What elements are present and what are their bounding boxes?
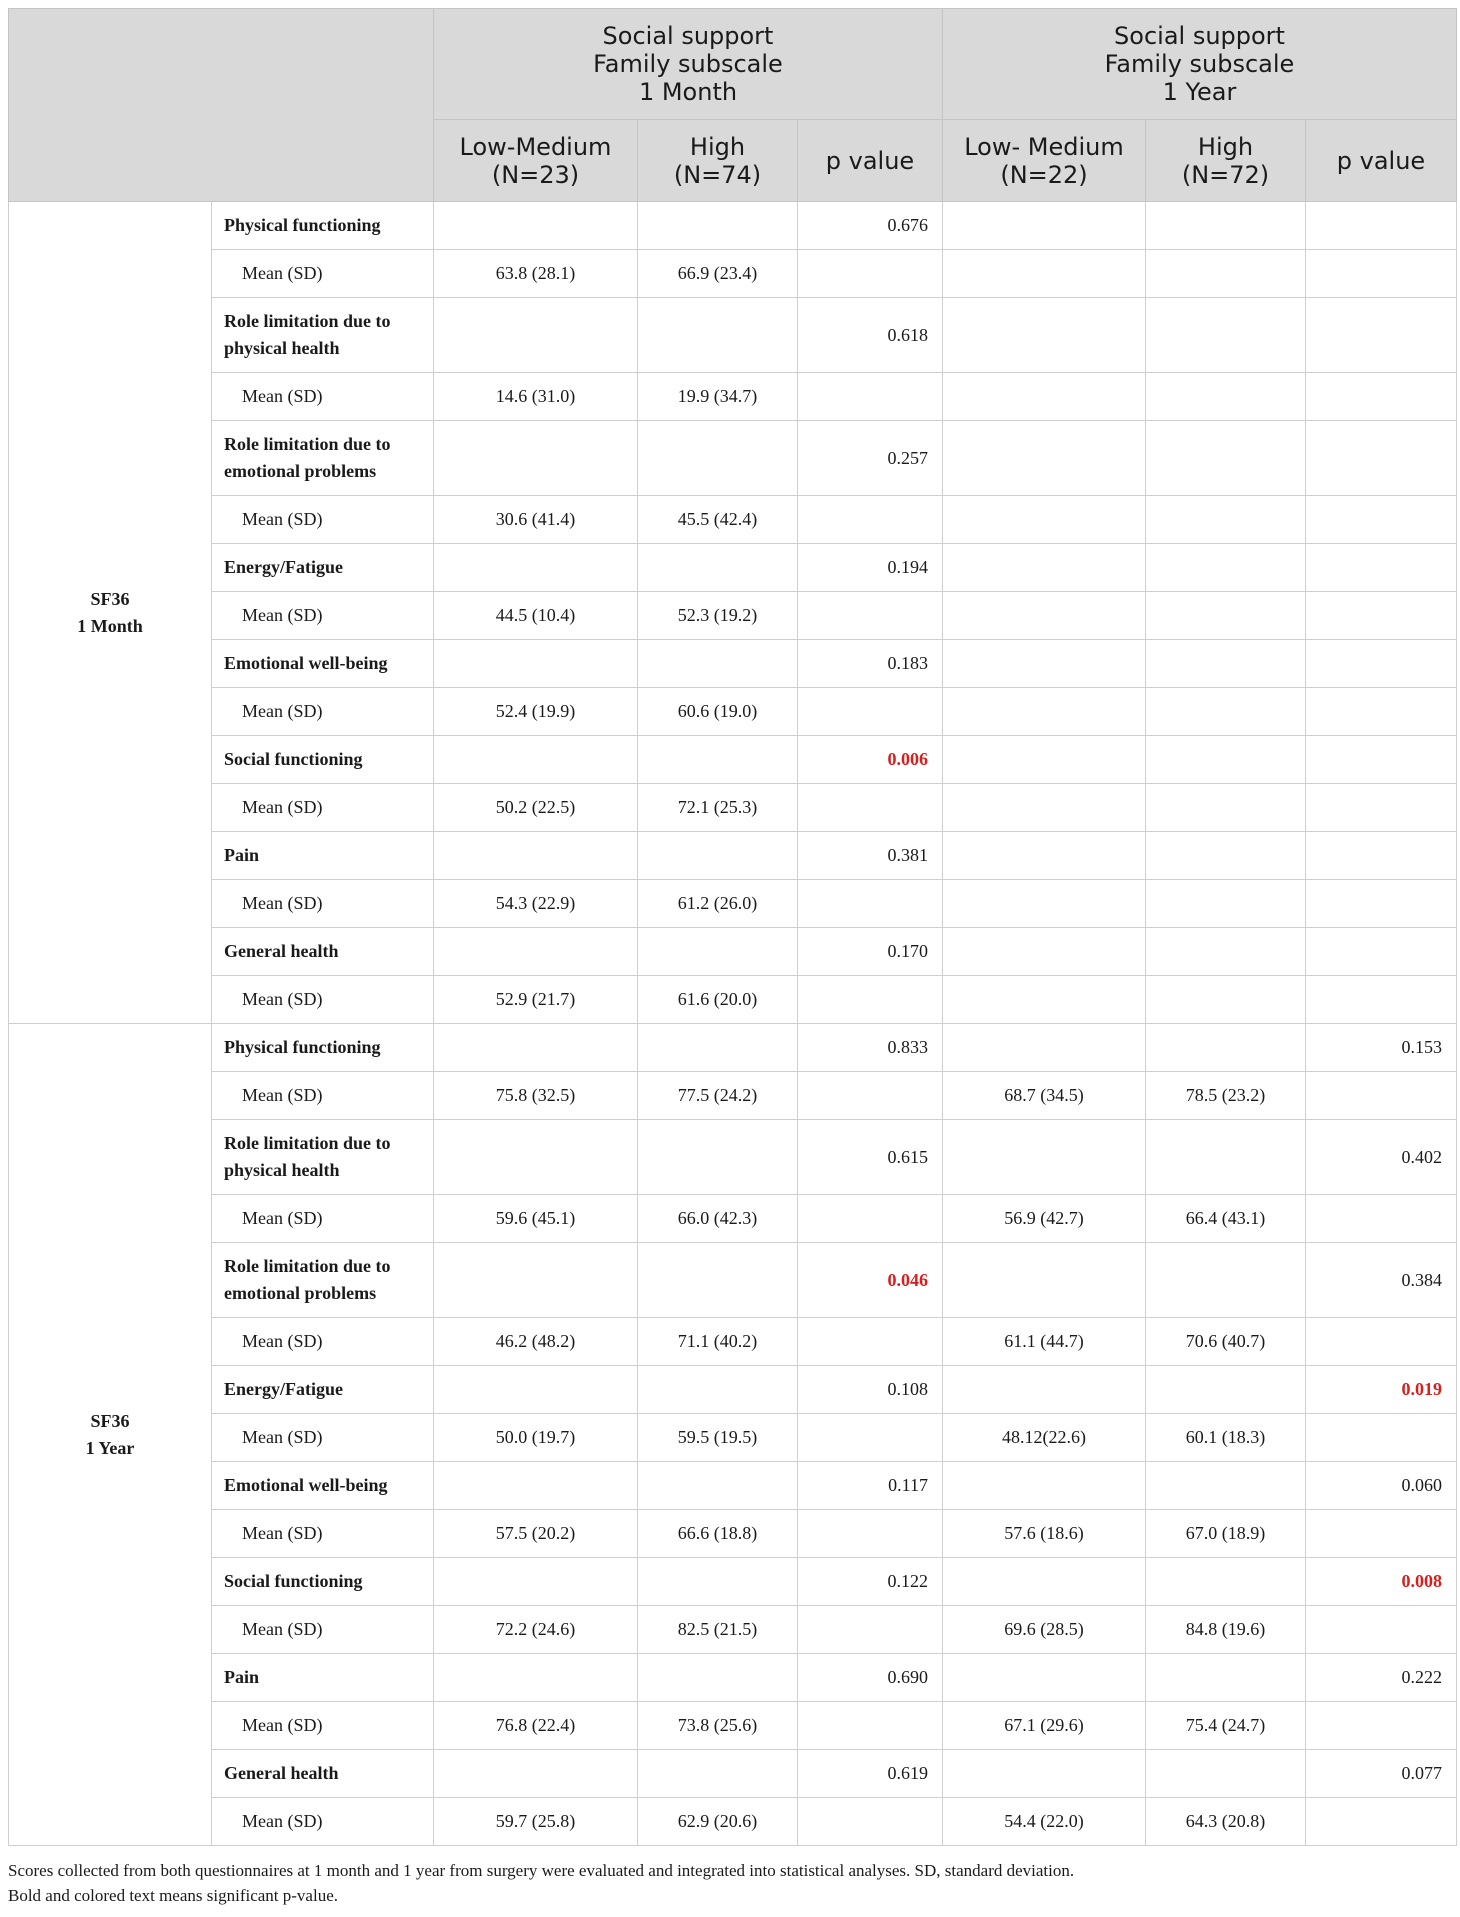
low-medium-1m-cell: 52.9 (21.7) bbox=[434, 976, 638, 1024]
low-medium-1y-cell bbox=[943, 1750, 1146, 1798]
p-value-1m-cell bbox=[798, 592, 943, 640]
header-high-1y: High (N=72) bbox=[1146, 120, 1306, 202]
p-value-1y-cell bbox=[1306, 202, 1457, 250]
table-row-domain bbox=[9, 1750, 1457, 1798]
high-1m-cell bbox=[638, 421, 798, 496]
p-value-1m-cell: 0.690 bbox=[798, 1654, 943, 1702]
mean-sd-label: Mean (SD) bbox=[212, 373, 434, 421]
p-value-1m-cell: 0.676 bbox=[798, 202, 943, 250]
p-value-1y-cell bbox=[1306, 1702, 1457, 1750]
low-medium-1m-cell: 63.8 (28.1) bbox=[434, 250, 638, 298]
domain-label: Social functioning bbox=[212, 736, 434, 784]
p-value-1m-cell bbox=[798, 784, 943, 832]
table-row-domain bbox=[9, 1558, 1457, 1606]
low-medium-1y-cell bbox=[943, 688, 1146, 736]
high-1y-cell bbox=[1146, 496, 1306, 544]
footnote: Scores collected from both questionnaires at 1 month and 1 year from surgery were evaluated and integrated into statistical analyses. SD, standard deviation. bbox=[8, 1861, 1075, 1880]
high-1y-cell: 60.1 (18.3) bbox=[1146, 1414, 1306, 1462]
group-label-cell bbox=[9, 202, 212, 1024]
mean-sd-label: Mean (SD) bbox=[212, 688, 434, 736]
high-1y-cell: 84.8 (19.6) bbox=[1146, 1606, 1306, 1654]
table-row-mean bbox=[9, 1798, 1457, 1846]
domain-label: Physical functioning bbox=[212, 1024, 434, 1072]
high-1m-cell bbox=[638, 1462, 798, 1510]
low-medium-1m-cell bbox=[434, 1750, 638, 1798]
mean-sd-label: Mean (SD) bbox=[212, 1195, 434, 1243]
low-medium-1m-cell bbox=[434, 1558, 638, 1606]
domain-label: Emotional well-being bbox=[212, 640, 434, 688]
high-1m-cell bbox=[638, 1654, 798, 1702]
p-value-1y-cell: 0.222 bbox=[1306, 1654, 1457, 1702]
p-value-1m-cell: 0.122 bbox=[798, 1558, 943, 1606]
p-value-1m-cell: 0.046 bbox=[798, 1243, 943, 1318]
domain-label: Role limitation due to emotional problems bbox=[212, 421, 434, 496]
p-value-1y-cell bbox=[1306, 784, 1457, 832]
p-value-1y-cell bbox=[1306, 1606, 1457, 1654]
low-medium-1y-cell bbox=[943, 640, 1146, 688]
p-value-1m-cell bbox=[798, 373, 943, 421]
table-row-mean bbox=[9, 784, 1457, 832]
table-row-mean bbox=[9, 373, 1457, 421]
high-1y-cell bbox=[1146, 202, 1306, 250]
high-1y-cell bbox=[1146, 544, 1306, 592]
high-1y-cell bbox=[1146, 1558, 1306, 1606]
p-value-1y-cell bbox=[1306, 496, 1457, 544]
p-value-1y-cell bbox=[1306, 373, 1457, 421]
high-1m-cell bbox=[638, 1024, 798, 1072]
domain-label: Role limitation due to emotional problems bbox=[212, 1243, 434, 1318]
low-medium-1y-cell: 48.12(22.6) bbox=[943, 1414, 1146, 1462]
low-medium-1y-cell bbox=[943, 421, 1146, 496]
table-row-domain bbox=[9, 421, 1457, 496]
high-1m-cell bbox=[638, 202, 798, 250]
p-value-1y-cell bbox=[1306, 832, 1457, 880]
low-medium-1m-cell: 14.6 (31.0) bbox=[434, 373, 638, 421]
p-value-1m-cell: 0.618 bbox=[798, 298, 943, 373]
high-1m-cell: 73.8 (25.6) bbox=[638, 1702, 798, 1750]
p-value-1y-cell: 0.153 bbox=[1306, 1024, 1457, 1072]
low-medium-1m-cell bbox=[434, 1654, 638, 1702]
p-value-1m-cell: 0.108 bbox=[798, 1366, 943, 1414]
p-value-1m-cell bbox=[798, 976, 943, 1024]
high-1y-cell: 64.3 (20.8) bbox=[1146, 1798, 1306, 1846]
header-low-medium-1y: Low- Medium (N=22) bbox=[943, 120, 1146, 202]
p-value-1y-cell: 0.008 bbox=[1306, 1558, 1457, 1606]
low-medium-1y-cell bbox=[943, 250, 1146, 298]
high-1y-cell: 78.5 (23.2) bbox=[1146, 1072, 1306, 1120]
p-value-1m-cell: 0.194 bbox=[798, 544, 943, 592]
p-value-1m-cell bbox=[798, 1414, 943, 1462]
table-row-domain bbox=[9, 640, 1457, 688]
high-1m-cell bbox=[638, 736, 798, 784]
low-medium-1m-cell: 75.8 (32.5) bbox=[434, 1072, 638, 1120]
low-medium-1m-cell: 59.7 (25.8) bbox=[434, 1798, 638, 1846]
low-medium-1m-cell: 59.6 (45.1) bbox=[434, 1195, 638, 1243]
low-medium-1m-cell: 57.5 (20.2) bbox=[434, 1510, 638, 1558]
high-1m-cell: 60.6 (19.0) bbox=[638, 688, 798, 736]
high-1m-cell: 72.1 (25.3) bbox=[638, 784, 798, 832]
high-1m-cell: 59.5 (19.5) bbox=[638, 1414, 798, 1462]
p-value-1m-cell: 0.619 bbox=[798, 1750, 943, 1798]
high-1m-cell: 71.1 (40.2) bbox=[638, 1318, 798, 1366]
header-group-line: Social support bbox=[602, 22, 774, 50]
low-medium-1m-cell: 72.2 (24.6) bbox=[434, 1606, 638, 1654]
low-medium-1y-cell bbox=[943, 880, 1146, 928]
p-value-1y-cell bbox=[1306, 592, 1457, 640]
high-1m-cell: 19.9 (34.7) bbox=[638, 373, 798, 421]
low-medium-1y-cell: 57.6 (18.6) bbox=[943, 1510, 1146, 1558]
p-value-1y-cell bbox=[1306, 736, 1457, 784]
group-label-line: 1 Year bbox=[85, 1437, 135, 1458]
p-value-1m-cell: 0.006 bbox=[798, 736, 943, 784]
low-medium-1y-cell: 67.1 (29.6) bbox=[943, 1702, 1146, 1750]
p-value-1y-cell bbox=[1306, 640, 1457, 688]
low-medium-1m-cell: 46.2 (48.2) bbox=[434, 1318, 638, 1366]
high-1y-cell bbox=[1146, 1243, 1306, 1318]
low-medium-1m-cell bbox=[434, 544, 638, 592]
header-group-1-month bbox=[434, 9, 943, 120]
high-1y-cell bbox=[1146, 1462, 1306, 1510]
p-value-1y-cell: 0.384 bbox=[1306, 1243, 1457, 1318]
low-medium-1y-cell bbox=[943, 1558, 1146, 1606]
header-p-value-1y: p value bbox=[1306, 120, 1457, 202]
high-1m-cell bbox=[638, 1558, 798, 1606]
group-label-line: SF36 bbox=[90, 1410, 130, 1431]
low-medium-1m-cell bbox=[434, 736, 638, 784]
domain-label: Energy/Fatigue bbox=[212, 1366, 434, 1414]
table-row-mean bbox=[9, 250, 1457, 298]
table-footnotes bbox=[8, 1858, 1456, 1908]
high-1y-cell bbox=[1146, 880, 1306, 928]
mean-sd-label: Mean (SD) bbox=[212, 1414, 434, 1462]
high-1m-cell: 66.0 (42.3) bbox=[638, 1195, 798, 1243]
header-group-line: Family subscale bbox=[593, 50, 783, 78]
domain-label: Emotional well-being bbox=[212, 1462, 434, 1510]
low-medium-1m-cell bbox=[434, 1366, 638, 1414]
table-row-domain bbox=[9, 202, 1457, 250]
high-1y-cell bbox=[1146, 373, 1306, 421]
p-value-1y-cell bbox=[1306, 1072, 1457, 1120]
group-label-line: 1 Month bbox=[77, 615, 143, 636]
high-1m-cell: 61.6 (20.0) bbox=[638, 976, 798, 1024]
table-row-domain bbox=[9, 1024, 1457, 1072]
low-medium-1m-cell: 30.6 (41.4) bbox=[434, 496, 638, 544]
high-1y-cell bbox=[1146, 250, 1306, 298]
p-value-1m-cell bbox=[798, 880, 943, 928]
table-row-domain bbox=[9, 928, 1457, 976]
mean-sd-label: Mean (SD) bbox=[212, 976, 434, 1024]
table-container bbox=[8, 8, 1456, 1846]
high-1y-cell bbox=[1146, 976, 1306, 1024]
p-value-1m-cell bbox=[798, 1702, 943, 1750]
high-1m-cell bbox=[638, 298, 798, 373]
high-1m-cell: 52.3 (19.2) bbox=[638, 592, 798, 640]
high-1m-cell: 77.5 (24.2) bbox=[638, 1072, 798, 1120]
results-table bbox=[8, 8, 1457, 1846]
high-1y-cell bbox=[1146, 1654, 1306, 1702]
high-1y-cell: 70.6 (40.7) bbox=[1146, 1318, 1306, 1366]
low-medium-1y-cell bbox=[943, 1024, 1146, 1072]
p-value-1m-cell: 0.833 bbox=[798, 1024, 943, 1072]
p-value-1m-cell bbox=[798, 1318, 943, 1366]
table-row-mean bbox=[9, 688, 1457, 736]
header-group-1-year bbox=[943, 9, 1457, 120]
group-label-cell bbox=[9, 1024, 212, 1846]
domain-label: General health bbox=[212, 1750, 434, 1798]
domain-label: Pain bbox=[212, 1654, 434, 1702]
mean-sd-label: Mean (SD) bbox=[212, 784, 434, 832]
p-value-1y-cell bbox=[1306, 1195, 1457, 1243]
low-medium-1y-cell bbox=[943, 1366, 1146, 1414]
p-value-1y-cell bbox=[1306, 976, 1457, 1024]
p-value-1y-cell bbox=[1306, 544, 1457, 592]
low-medium-1y-cell bbox=[943, 736, 1146, 784]
domain-label: Pain bbox=[212, 832, 434, 880]
p-value-1m-cell bbox=[798, 496, 943, 544]
header-group-line: Social support bbox=[1114, 22, 1285, 50]
domain-label: Role limitation due to physical health bbox=[212, 1120, 434, 1195]
header-group-line: 1 Month bbox=[638, 78, 738, 106]
table-header bbox=[9, 9, 1457, 202]
high-1y-cell bbox=[1146, 736, 1306, 784]
table-row-mean bbox=[9, 1702, 1457, 1750]
low-medium-1m-cell bbox=[434, 1120, 638, 1195]
low-medium-1m-cell bbox=[434, 202, 638, 250]
high-1y-cell bbox=[1146, 1024, 1306, 1072]
high-1m-cell: 45.5 (42.4) bbox=[638, 496, 798, 544]
high-1m-cell: 66.9 (23.4) bbox=[638, 250, 798, 298]
group-label-line: SF36 bbox=[90, 588, 130, 609]
low-medium-1y-cell: 61.1 (44.7) bbox=[943, 1318, 1146, 1366]
high-1m-cell bbox=[638, 928, 798, 976]
low-medium-1m-cell bbox=[434, 1462, 638, 1510]
p-value-1y-cell bbox=[1306, 1318, 1457, 1366]
header-blank-cell bbox=[9, 9, 434, 202]
footnote: Bold and colored text means significant p-value. bbox=[8, 1886, 338, 1905]
table-row-domain bbox=[9, 832, 1457, 880]
low-medium-1m-cell bbox=[434, 1243, 638, 1318]
low-medium-1y-cell bbox=[943, 544, 1146, 592]
high-1y-cell bbox=[1146, 784, 1306, 832]
high-1y-cell bbox=[1146, 832, 1306, 880]
high-1m-cell: 61.2 (26.0) bbox=[638, 880, 798, 928]
low-medium-1y-cell bbox=[943, 1654, 1146, 1702]
low-medium-1m-cell: 50.2 (22.5) bbox=[434, 784, 638, 832]
high-1m-cell bbox=[638, 1366, 798, 1414]
low-medium-1y-cell bbox=[943, 592, 1146, 640]
p-value-1m-cell bbox=[798, 250, 943, 298]
low-medium-1y-cell bbox=[943, 976, 1146, 1024]
high-1m-cell bbox=[638, 544, 798, 592]
low-medium-1y-cell bbox=[943, 928, 1146, 976]
p-value-1y-cell bbox=[1306, 250, 1457, 298]
low-medium-1y-cell bbox=[943, 1243, 1146, 1318]
header-group-line: 1 Year bbox=[1162, 78, 1237, 106]
mean-sd-label: Mean (SD) bbox=[212, 880, 434, 928]
high-1m-cell bbox=[638, 1120, 798, 1195]
low-medium-1y-cell bbox=[943, 784, 1146, 832]
table-row-domain bbox=[9, 298, 1457, 373]
table-body bbox=[9, 202, 1457, 1846]
domain-label: Energy/Fatigue bbox=[212, 544, 434, 592]
low-medium-1y-cell bbox=[943, 1462, 1146, 1510]
p-value-1m-cell: 0.183 bbox=[798, 640, 943, 688]
header-group-line: Family subscale bbox=[1104, 50, 1295, 78]
low-medium-1y-cell bbox=[943, 202, 1146, 250]
header-high-1m: High (N=74) bbox=[638, 120, 798, 202]
high-1y-cell bbox=[1146, 592, 1306, 640]
low-medium-1y-cell: 54.4 (22.0) bbox=[943, 1798, 1146, 1846]
table-row-mean bbox=[9, 1072, 1457, 1120]
low-medium-1y-cell bbox=[943, 373, 1146, 421]
mean-sd-label: Mean (SD) bbox=[212, 1318, 434, 1366]
p-value-1m-cell bbox=[798, 1606, 943, 1654]
p-value-1y-cell: 0.060 bbox=[1306, 1462, 1457, 1510]
low-medium-1m-cell bbox=[434, 1024, 638, 1072]
mean-sd-label: Mean (SD) bbox=[212, 496, 434, 544]
header-p-value-1m: p value bbox=[798, 120, 943, 202]
p-value-1m-cell: 0.257 bbox=[798, 421, 943, 496]
low-medium-1y-cell bbox=[943, 832, 1146, 880]
p-value-1m-cell bbox=[798, 1510, 943, 1558]
high-1m-cell bbox=[638, 832, 798, 880]
low-medium-1m-cell bbox=[434, 832, 638, 880]
low-medium-1m-cell: 76.8 (22.4) bbox=[434, 1702, 638, 1750]
low-medium-1m-cell: 50.0 (19.7) bbox=[434, 1414, 638, 1462]
header-low-medium-1m: Low-Medium (N=23) bbox=[434, 120, 638, 202]
high-1m-cell: 82.5 (21.5) bbox=[638, 1606, 798, 1654]
high-1y-cell: 75.4 (24.7) bbox=[1146, 1702, 1306, 1750]
table-row-mean bbox=[9, 880, 1457, 928]
high-1y-cell: 67.0 (18.9) bbox=[1146, 1510, 1306, 1558]
table-row-mean bbox=[9, 1606, 1457, 1654]
p-value-1m-cell: 0.170 bbox=[798, 928, 943, 976]
high-1m-cell bbox=[638, 1750, 798, 1798]
mean-sd-label: Mean (SD) bbox=[212, 1072, 434, 1120]
mean-sd-label: Mean (SD) bbox=[212, 250, 434, 298]
table-row-mean bbox=[9, 496, 1457, 544]
table-row-domain bbox=[9, 736, 1457, 784]
table-row-mean bbox=[9, 1414, 1457, 1462]
high-1m-cell bbox=[638, 640, 798, 688]
low-medium-1y-cell: 56.9 (42.7) bbox=[943, 1195, 1146, 1243]
domain-label: General health bbox=[212, 928, 434, 976]
high-1m-cell: 66.6 (18.8) bbox=[638, 1510, 798, 1558]
high-1y-cell bbox=[1146, 640, 1306, 688]
high-1y-cell bbox=[1146, 298, 1306, 373]
p-value-1y-cell bbox=[1306, 1798, 1457, 1846]
p-value-1m-cell: 0.117 bbox=[798, 1462, 943, 1510]
low-medium-1m-cell bbox=[434, 928, 638, 976]
p-value-1y-cell: 0.402 bbox=[1306, 1120, 1457, 1195]
table-row-mean bbox=[9, 592, 1457, 640]
high-1m-cell bbox=[638, 1243, 798, 1318]
table-row-mean bbox=[9, 976, 1457, 1024]
low-medium-1y-cell: 68.7 (34.5) bbox=[943, 1072, 1146, 1120]
domain-label: Physical functioning bbox=[212, 202, 434, 250]
low-medium-1m-cell bbox=[434, 640, 638, 688]
table-row-mean bbox=[9, 1195, 1457, 1243]
p-value-1m-cell bbox=[798, 1195, 943, 1243]
table-row-domain bbox=[9, 1243, 1457, 1318]
p-value-1y-cell bbox=[1306, 688, 1457, 736]
mean-sd-label: Mean (SD) bbox=[212, 592, 434, 640]
high-1y-cell: 66.4 (43.1) bbox=[1146, 1195, 1306, 1243]
mean-sd-label: Mean (SD) bbox=[212, 1606, 434, 1654]
table-row-mean bbox=[9, 1510, 1457, 1558]
p-value-1y-cell: 0.019 bbox=[1306, 1366, 1457, 1414]
table-row-domain bbox=[9, 1654, 1457, 1702]
high-1y-cell bbox=[1146, 1120, 1306, 1195]
high-1y-cell bbox=[1146, 688, 1306, 736]
mean-sd-label: Mean (SD) bbox=[212, 1798, 434, 1846]
low-medium-1m-cell: 44.5 (10.4) bbox=[434, 592, 638, 640]
table-row-domain bbox=[9, 1366, 1457, 1414]
table-row-mean bbox=[9, 1318, 1457, 1366]
table-row-domain bbox=[9, 1120, 1457, 1195]
table-row-domain bbox=[9, 544, 1457, 592]
mean-sd-label: Mean (SD) bbox=[212, 1510, 434, 1558]
mean-sd-label: Mean (SD) bbox=[212, 1702, 434, 1750]
high-1y-cell bbox=[1146, 1750, 1306, 1798]
p-value-1y-cell bbox=[1306, 421, 1457, 496]
high-1y-cell bbox=[1146, 1366, 1306, 1414]
high-1y-cell bbox=[1146, 928, 1306, 976]
p-value-1y-cell bbox=[1306, 1414, 1457, 1462]
low-medium-1y-cell bbox=[943, 496, 1146, 544]
low-medium-1y-cell: 69.6 (28.5) bbox=[943, 1606, 1146, 1654]
domain-label: Social functioning bbox=[212, 1558, 434, 1606]
p-value-1y-cell bbox=[1306, 928, 1457, 976]
p-value-1y-cell bbox=[1306, 1510, 1457, 1558]
low-medium-1m-cell: 52.4 (19.9) bbox=[434, 688, 638, 736]
low-medium-1y-cell bbox=[943, 1120, 1146, 1195]
table-row-domain bbox=[9, 1462, 1457, 1510]
low-medium-1m-cell: 54.3 (22.9) bbox=[434, 880, 638, 928]
p-value-1m-cell bbox=[798, 688, 943, 736]
domain-label: Role limitation due to physical health bbox=[212, 298, 434, 373]
high-1y-cell bbox=[1146, 421, 1306, 496]
p-value-1y-cell bbox=[1306, 880, 1457, 928]
p-value-1y-cell: 0.077 bbox=[1306, 1750, 1457, 1798]
p-value-1y-cell bbox=[1306, 298, 1457, 373]
low-medium-1m-cell bbox=[434, 421, 638, 496]
high-1m-cell: 62.9 (20.6) bbox=[638, 1798, 798, 1846]
p-value-1m-cell: 0.381 bbox=[798, 832, 943, 880]
low-medium-1m-cell bbox=[434, 298, 638, 373]
p-value-1m-cell bbox=[798, 1798, 943, 1846]
low-medium-1y-cell bbox=[943, 298, 1146, 373]
p-value-1m-cell bbox=[798, 1072, 943, 1120]
p-value-1m-cell: 0.615 bbox=[798, 1120, 943, 1195]
